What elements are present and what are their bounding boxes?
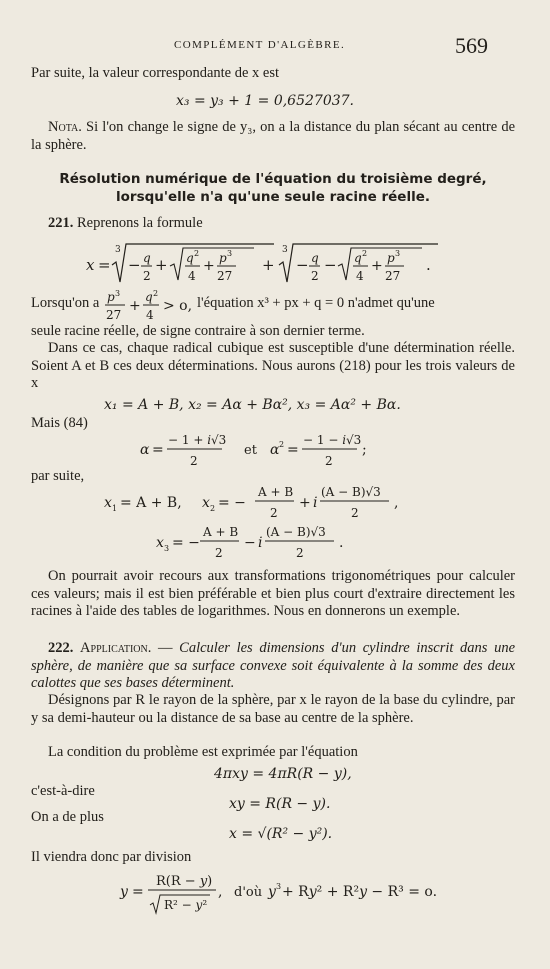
svg-text:− 1 − i√3: − 1 − i√3 xyxy=(303,433,362,447)
svg-text:27: 27 xyxy=(217,269,233,283)
svg-text:R(R − y): R(R − y) xyxy=(156,874,213,889)
condition-continuation: seule racine réelle, de signe contraire à son dernier terme. xyxy=(31,323,365,339)
svg-text:q: q xyxy=(311,251,319,265)
svg-text:x: x xyxy=(104,495,112,511)
svg-text:+: + xyxy=(155,256,168,274)
svg-text:= A + B,: = A + B, xyxy=(120,495,182,511)
svg-text:;: ; xyxy=(362,442,367,458)
svg-text:i: i xyxy=(313,495,318,511)
svg-text:(A − B)√3: (A − B)√3 xyxy=(321,485,381,499)
nota-paragraph xyxy=(31,119,515,154)
svg-text:2: 2 xyxy=(153,289,159,298)
svg-text:1: 1 xyxy=(112,504,118,513)
condition-rest: l'équation x³ + px + q = 0 n'admet qu'une xyxy=(197,295,435,311)
svg-text:= −: = − xyxy=(172,535,200,551)
svg-text:R² − y²: R² − y² xyxy=(164,898,208,912)
equation-xy: xy = R(R − y). xyxy=(229,796,331,812)
svg-text:2: 2 xyxy=(279,440,285,449)
svg-text:3: 3 xyxy=(395,249,401,258)
svg-text:y: y xyxy=(120,884,128,900)
equations-x1-x2 xyxy=(104,482,414,524)
svg-text:3: 3 xyxy=(115,289,121,298)
svg-text:q: q xyxy=(145,290,153,304)
equation-x3: x₃ = y₃ + 1 = 0,6527037. xyxy=(176,93,354,109)
svg-text:p: p xyxy=(219,251,227,265)
svg-text:q: q xyxy=(354,251,362,265)
svg-text:+ Ry² + R²y − R³ = o.: + Ry² + R²y − R³ = o. xyxy=(282,884,438,900)
svg-text:x: x xyxy=(156,535,164,551)
svg-text:> o,: > o, xyxy=(163,298,193,314)
cardano-formula xyxy=(86,238,446,288)
section-heading: Résolution numérique de l'équation du troisième degré, lorsqu'elle n'a qu'une seule racine réelle. xyxy=(59,171,487,205)
svg-text:3: 3 xyxy=(276,882,282,891)
condition-prefix: Lorsqu'on a xyxy=(31,295,100,311)
svg-text:α: α xyxy=(270,442,280,458)
nota-text: Si l'on change le signe de y₃, on a la distance du plan sécant au centre de la sphère. xyxy=(31,119,515,153)
svg-text:+: + xyxy=(371,258,383,274)
intro-text: Reprenons la formule xyxy=(77,215,203,231)
svg-text:+: + xyxy=(129,298,141,314)
svg-text:3: 3 xyxy=(115,245,121,255)
paragraph-number-221: 221. xyxy=(48,215,74,231)
svg-text:x: x xyxy=(202,495,210,511)
paragraph-notation: Désignons par R le rayon de la sphère, par x le rayon de la base du cylindre, par y sa demi-hauteur ou la distance de sa base au centre de la sphère. xyxy=(31,692,515,726)
svg-text:A + B: A + B xyxy=(258,485,294,499)
equation-roots: x₁ = A + B, x₂ = Aα + Bα², x₃ = Aα² + Bα. xyxy=(104,397,401,413)
svg-text:3: 3 xyxy=(164,544,170,553)
svg-text:,: , xyxy=(218,884,223,900)
mais-reference: Mais (84) xyxy=(31,415,88,431)
nota-label: Nota. xyxy=(48,119,82,135)
application-label: Application. — xyxy=(80,640,173,656)
svg-text:2: 2 xyxy=(194,249,200,258)
page-number: 569 xyxy=(455,33,488,58)
svg-text:=: = xyxy=(152,442,164,458)
cest-a-dire: c'est-à-dire xyxy=(31,783,95,799)
svg-text:2: 2 xyxy=(143,269,151,283)
equation-x-radius: x = √(R² − y²). xyxy=(229,826,333,842)
svg-text:p: p xyxy=(107,290,115,304)
problem-statement: Calculer les dimensions d'un cylindre inscrit dans une sphère, de manière que sa surface convexe soit équivalente à la somme des deux calottes que ses bases déterminent. xyxy=(31,640,516,691)
svg-text:2: 2 xyxy=(296,546,304,560)
svg-text:2: 2 xyxy=(311,269,319,283)
paragraph-number-222: 222. xyxy=(48,640,74,656)
svg-text:x: x xyxy=(86,256,95,274)
svg-text:4: 4 xyxy=(356,269,364,283)
svg-text:3: 3 xyxy=(227,249,233,258)
svg-text:2: 2 xyxy=(190,454,198,468)
equation-surface: 4πxy = 4πR(R − y), xyxy=(214,766,352,782)
svg-text:=: = xyxy=(287,442,299,458)
svg-text:d'où: d'où xyxy=(234,885,263,900)
svg-text:.: . xyxy=(426,256,431,274)
svg-text:y: y xyxy=(268,884,276,900)
division-line: Il viendra donc par division xyxy=(31,849,192,865)
svg-text:=: = xyxy=(98,256,111,274)
equation-x3-root xyxy=(156,522,366,564)
svg-text:27: 27 xyxy=(106,308,122,322)
svg-text:−: − xyxy=(244,535,256,551)
svg-text:27: 27 xyxy=(385,269,401,283)
svg-text:q: q xyxy=(186,251,194,265)
svg-text:2: 2 xyxy=(325,454,333,468)
svg-text:2: 2 xyxy=(210,504,216,513)
svg-text:= −: = − xyxy=(218,495,246,511)
final-equations xyxy=(120,870,438,918)
svg-text:2: 2 xyxy=(215,546,223,560)
svg-text:et: et xyxy=(244,443,257,458)
svg-text:−: − xyxy=(296,256,309,274)
on-a-de-plus: On a de plus xyxy=(31,809,104,825)
svg-text:,: , xyxy=(394,495,399,511)
svg-text:i: i xyxy=(258,535,263,551)
alpha-definitions xyxy=(140,430,395,470)
svg-text:4: 4 xyxy=(188,269,196,283)
svg-text:.: . xyxy=(339,535,344,551)
svg-text:=: = xyxy=(132,884,144,900)
svg-text:(A − B)√3: (A − B)√3 xyxy=(266,525,326,539)
svg-text:−: − xyxy=(324,256,337,274)
svg-text:p: p xyxy=(387,251,395,265)
svg-text:−: − xyxy=(128,256,141,274)
paragraph-222-application xyxy=(31,640,515,693)
svg-text:q: q xyxy=(143,251,151,265)
paragraph-221-intro xyxy=(48,214,203,232)
svg-text:+: + xyxy=(299,495,311,511)
svg-text:2: 2 xyxy=(351,506,359,520)
par-suite: par suite, xyxy=(31,468,85,484)
svg-text:3: 3 xyxy=(282,245,288,255)
condition-expression xyxy=(105,288,195,324)
svg-text:2: 2 xyxy=(362,249,368,258)
svg-text:4: 4 xyxy=(146,308,154,322)
svg-text:A + B: A + B xyxy=(203,525,239,539)
paragraph-trigonometric: On pourrait avoir recours aux transformations trigonométriques pour calculer ces valeurs; mais il est bien préférable et bien plus court d'extraire directement les racines à l'aide des tables de logarithmes. Nous en donnerons un exemple. xyxy=(31,568,515,619)
svg-text:+: + xyxy=(262,256,275,274)
svg-text:+: + xyxy=(203,258,215,274)
paragraph-determinations: Dans ce cas, chaque radical cubique est susceptible d'une détermination réelle. Soient A et B ces deux déterminations. Nous aurons (218) pour les trois valeurs de x xyxy=(31,340,515,391)
running-title: COMPLÉMENT D'ALGÈBRE. xyxy=(174,39,346,51)
svg-text:α: α xyxy=(140,442,150,458)
paragraph-condition: La condition du problème est exprimée par l'équation xyxy=(48,744,358,760)
intro-line: Par suite, la valeur correspondante de x est xyxy=(31,65,280,81)
svg-text:2: 2 xyxy=(270,506,278,520)
svg-text:− 1 + i√3: − 1 + i√3 xyxy=(168,433,227,447)
